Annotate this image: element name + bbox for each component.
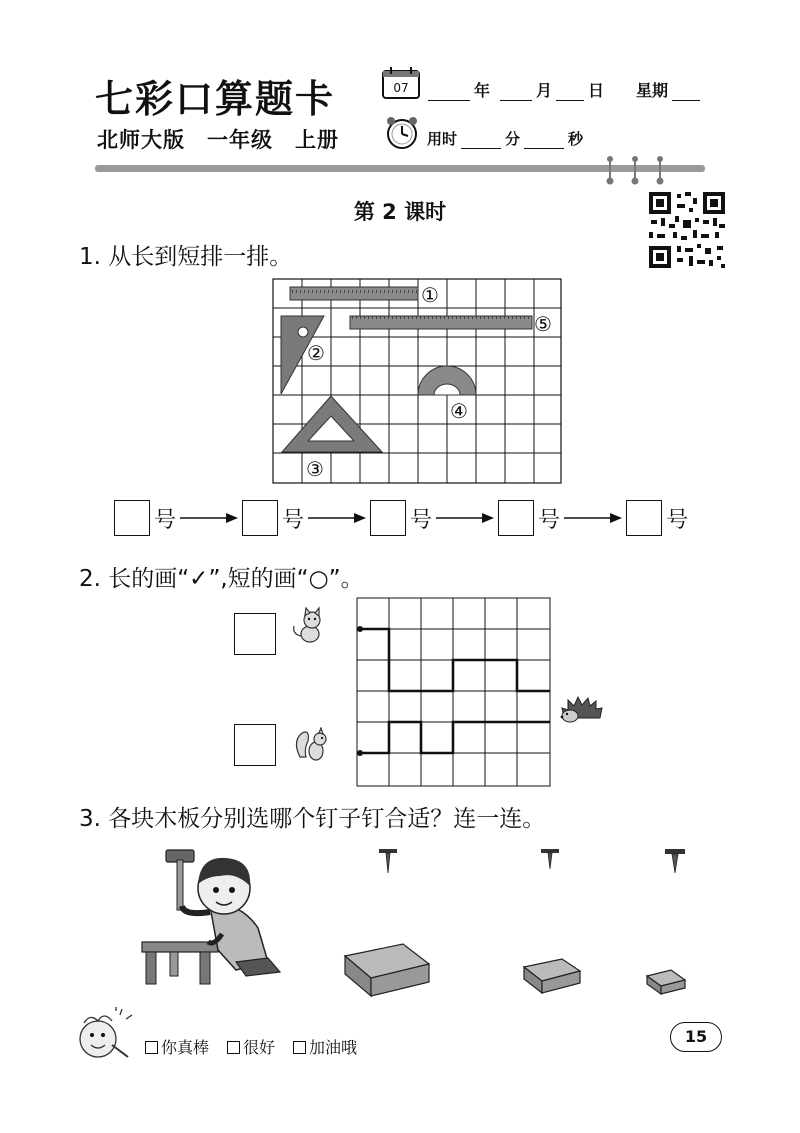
boy-hammering-illustration [140,846,290,986]
order-answer-row [114,500,692,536]
year-blank[interactable] [428,83,470,101]
edition-label: 北师大版 一年级 上册 [97,128,339,152]
arrow-right-icon [436,511,494,525]
order-answer-box-4[interactable] [498,500,534,536]
ruler-label-1: ① [421,283,439,307]
arrow-right-icon [564,511,622,525]
ruler-grid-figure [272,278,564,486]
weekday-blank[interactable] [672,83,700,101]
arrow-right-icon [308,511,366,525]
hao-label-5: 号 [666,507,689,533]
ruler-label-2: ② [307,341,325,365]
cat-answer-box[interactable] [234,613,276,655]
question-2-text: 2. 长的画“✓”,短的画“○”。 [79,566,364,592]
mascot-icon [72,1005,134,1067]
ruler-label-4: ④ [450,399,468,423]
board-medium-shape [522,957,584,997]
squirrel-icon [292,727,332,765]
nail-medium-icon [540,848,560,870]
order-answer-box-5[interactable] [626,500,662,536]
brand-title [95,68,335,123]
ruler-label-5: ⑤ [534,312,552,336]
hao-label-4: 号 [538,507,561,533]
divider-ornament [600,155,670,185]
board-thin-shape [645,968,689,998]
weekday-label: 星期 [636,81,669,100]
year-label: 年 [474,81,491,100]
ruler-1-shape [290,287,418,300]
order-answer-box-1[interactable] [114,500,150,536]
question-1-text: 1. 从长到短排一排。 [79,244,293,270]
day-label: 日 [588,81,605,100]
page-number: 15 [670,1022,722,1052]
checkbox-icon [227,1041,240,1054]
hao-label-3: 号 [410,507,433,533]
cat-icon [288,606,328,646]
lower-path-line [360,722,550,753]
seconds-blank[interactable] [524,131,564,149]
time-used-label: 用时 [427,130,458,148]
hao-label-2: 号 [282,507,305,533]
order-answer-box-2[interactable] [242,500,278,536]
day-blank[interactable] [556,83,584,101]
rating-option-keep-trying[interactable]: 加油哦 [293,1035,357,1058]
hao-label-1: 号 [154,507,177,533]
minutes-blank[interactable] [461,131,501,149]
ruler-5-shape [350,316,532,329]
ruler-label-3: ③ [306,457,324,481]
calendar-day: 07 [393,81,409,95]
brand-title-text: 七彩口算题卡 [95,76,336,121]
nail-long-icon [378,848,398,874]
time-used-line [427,128,583,149]
month-blank[interactable] [500,83,532,101]
question-3-text: 3. 各块木板分别选哪个钉子钉合适？连一连。 [79,806,546,832]
checkbox-icon [145,1041,158,1054]
rating-option-great[interactable]: 你真棒 [145,1035,209,1058]
alarm-clock-icon [384,115,420,151]
squirrel-answer-box[interactable] [234,724,276,766]
arrow-right-icon [180,511,238,525]
rating-options [145,1035,357,1058]
checkbox-icon [293,1041,306,1054]
lesson-title: 第 2 课时 [353,200,447,224]
hedgehog-icon [558,694,606,726]
rating-option-good[interactable]: 很好 [227,1035,275,1058]
date-line [428,78,700,101]
minutes-label: 分 [505,130,521,148]
path-grid-figure [356,597,554,789]
month-label: 月 [536,81,553,100]
order-answer-box-3[interactable] [370,500,406,536]
calendar-icon [381,66,421,100]
seconds-label: 秒 [568,130,584,148]
board-thick-shape [343,940,433,1000]
nail-short-icon [664,848,686,874]
protractor-4-shape [418,366,476,395]
